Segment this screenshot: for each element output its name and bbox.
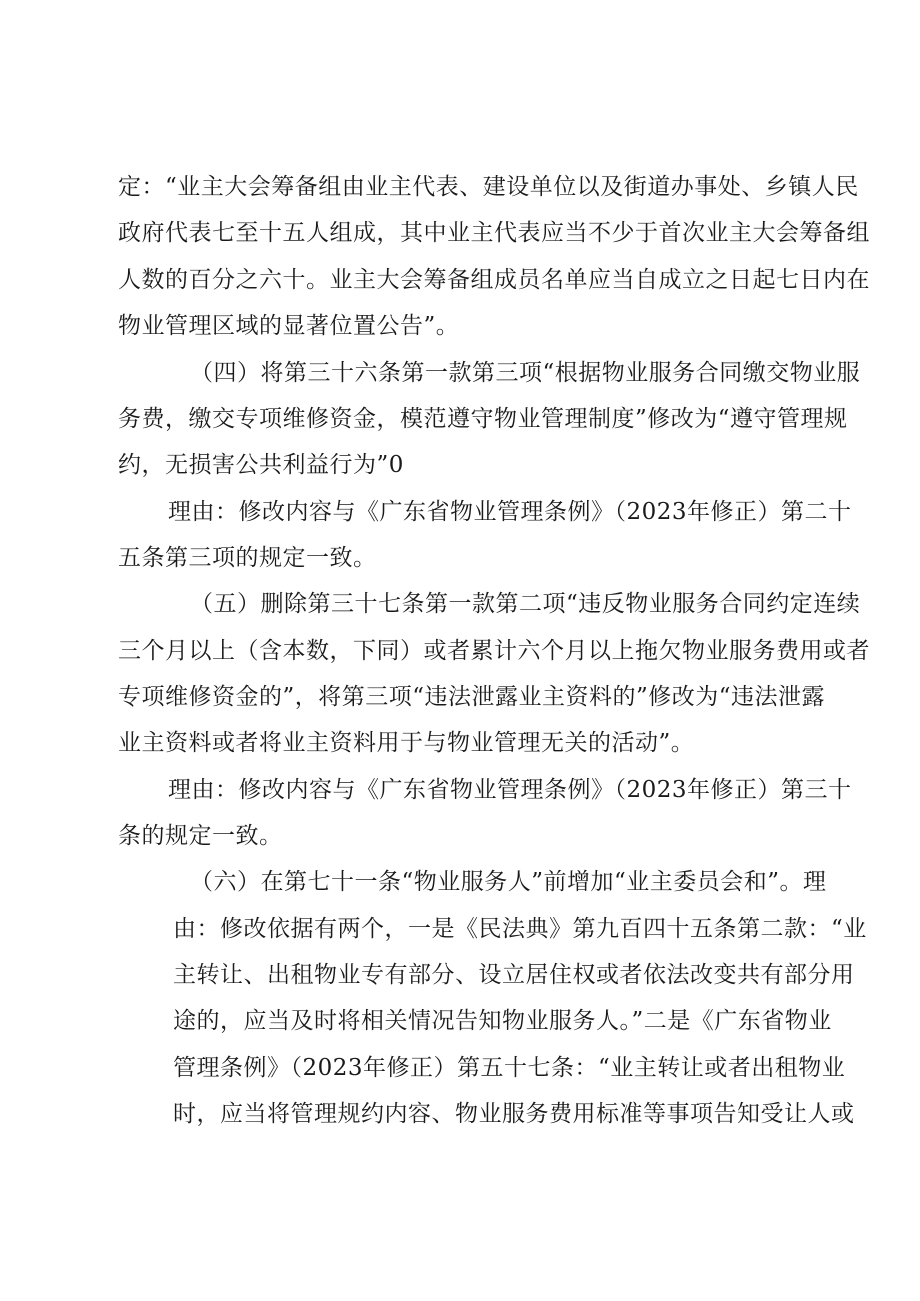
text-line: 由：修改依据有两个，一是《民法典》第九百四十五条第二款：“业 [173,916,867,942]
reason-line: 理由：修改内容与《广东省物业管理条例》（2023年修正）第二十 [168,499,852,525]
paragraph-six-start: （六）在第七十一条“物业服务人”前增加“业主委员会和”。理 [190,869,827,895]
text-line: 三个月以上（含本数，下同）或者累计六个月以上拖欠物业服务费用或者 [118,638,870,664]
reason-line: 理由：修改内容与《广东省物业管理条例》（2023年修正）第三十 [168,777,852,803]
text-line: 主转让、出租物业专有部分、设立居住权或者依法改变共有部分用 [173,962,855,988]
text-line: 定：“业主大会筹备组由业主代表、建设单位以及街道办事处、乡镇人民 [118,174,859,200]
text-line: 五条第三项的规定一致。 [118,545,377,571]
text-line: 务费，缴交专项维修资金，模范遵守物业管理制度”修改为“遵守管理规 [118,406,848,432]
text-line: 约，无损害公共利益行为”0 [118,452,404,478]
text-line: 政府代表七至十五人组成，其中业主代表应当不少于首次业主大会筹备组 [118,220,870,246]
text-line: 专项维修资金的”，将第三项“违法泄露业主资料的”修改为“违法泄露 [118,684,826,710]
text-line: 业主资料或者将业主资料用于与物业管理无关的活动”。 [118,730,695,756]
text-line: 物业管理区域的显著位置公告”。 [118,313,460,339]
text-line: 管理条例》（2023年修正）第五十七条：“业主转让或者出租物业 [173,1055,846,1081]
text-line: 时，应当将管理规约内容、物业服务费用标准等事项告知受让人或 [173,1101,855,1127]
paragraph-four-start: （四）将第三十六条第一款第三项“根据物业服务合同缴交物业服 [190,360,861,386]
text-line: 途的，应当及时将相关情况告知物业服务人。”二是《广东省物业 [173,1008,832,1034]
paragraph-five-start: （五）删除第三十七条第一款第二项“违反物业服务合同约定连续 [190,591,861,617]
text-line: 人数的百分之六十。业主大会筹备组成员名单应当自成立之日起七日内在 [118,267,870,293]
text-line: 条的规定一致。 [118,823,283,849]
